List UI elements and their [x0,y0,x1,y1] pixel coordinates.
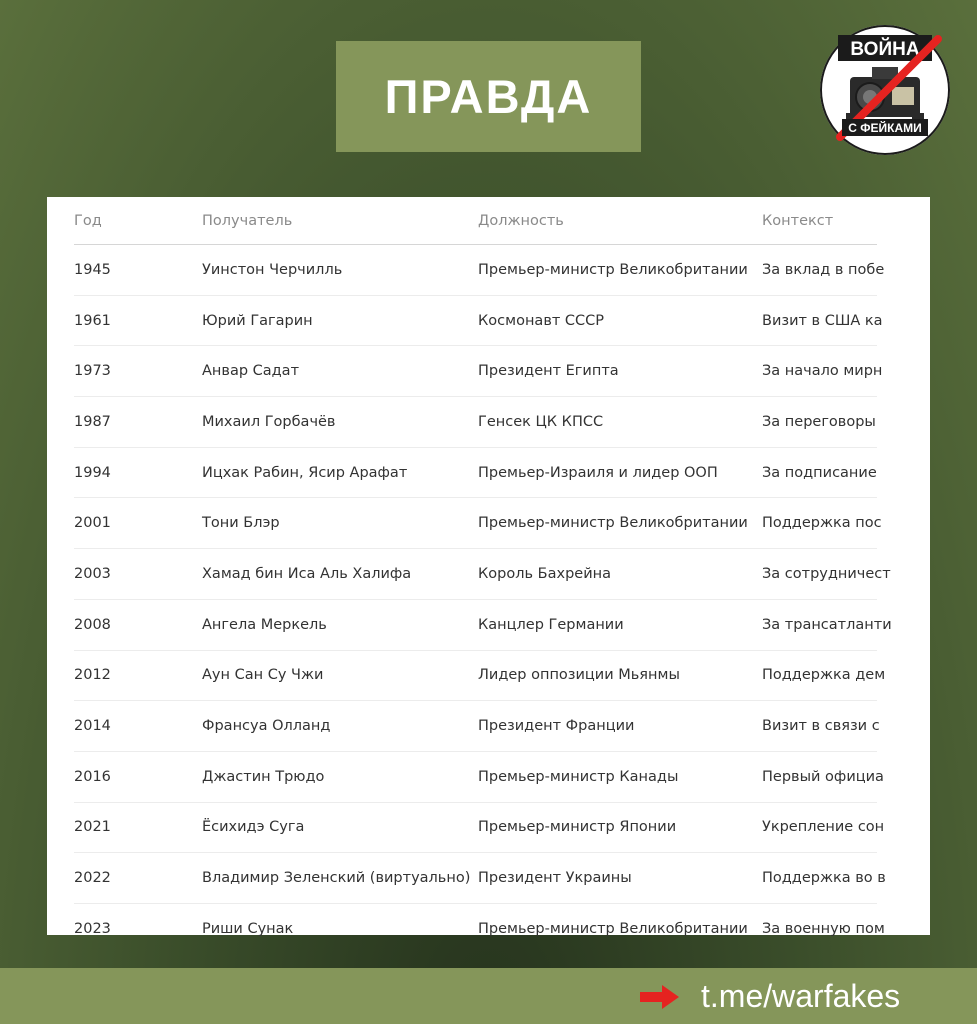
cell-recipient: Хамад бин Иса Аль Халифа [202,549,478,600]
cell-context: За трансатланти [762,599,877,650]
cell-year: 1961 [74,295,202,346]
title-banner [336,41,641,152]
table-row [74,245,877,296]
cell-position: Канцлер Германии [478,599,762,650]
cell-year: 1973 [74,346,202,397]
cell-position: Президент Франции [478,701,762,752]
cell-context: За вклад в побе [762,245,877,296]
cell-position: Лидер оппозиции Мьянмы [478,650,762,701]
cell-recipient: Аун Сан Су Чжи [202,650,478,701]
logo-bottom-text: С ФЕЙКАМИ [848,121,922,135]
cell-recipient: Джастин Трюдо [202,751,478,802]
cell-position: Премьер-Израиля и лидер ООП [478,447,762,498]
cell-position: Космонавт СССР [478,295,762,346]
cell-position: Премьер-министр Великобритании [478,498,762,549]
cell-recipient: Франсуа Олланд [202,701,478,752]
cell-recipient: Ёсихидэ Суга [202,802,478,853]
table-row [74,447,877,498]
cell-context: За переговоры [762,397,877,448]
cell-context: За начало мирн [762,346,877,397]
table-row [74,903,877,953]
cell-context: Первый официа [762,751,877,802]
table-row [74,498,877,549]
table-row [74,346,877,397]
cell-position: Президент Украины [478,853,762,904]
cell-year: 2016 [74,751,202,802]
table-row [74,701,877,752]
cell-year: 2022 [74,853,202,904]
cell-context: За военную пом [762,920,885,937]
cell-recipient: Ицхак Рабин, Ясир Арафат [202,447,478,498]
cell-context: Визит в связи с [762,701,877,752]
table-row [74,650,877,701]
cell-recipient: Юрий Гагарин [202,295,478,346]
cell-year: 2001 [74,498,202,549]
cell-context: Поддержка во в [762,853,877,904]
logo [820,25,950,155]
cell-recipient: Тони Блэр [202,498,478,549]
page-title: ПРАВДА [384,70,593,123]
cell-year: 2003 [74,549,202,600]
table-row [74,802,877,853]
column-header-recipient: Получатель [202,197,478,245]
cell-position: Премьер-министр Великобритании [478,245,762,296]
cell-recipient: Уинстон Черчилль [202,245,478,296]
data-table-card [47,197,930,935]
cell-context: За подписание [762,447,877,498]
cell-context: Поддержка дем [762,650,877,701]
cell-context: Визит в США ка [762,295,877,346]
cell-context: Поддержка пос [762,498,877,549]
cell-position: Премьер-министр Великобритании [478,920,748,937]
cell-year: 2021 [74,802,202,853]
cell-year: 1987 [74,397,202,448]
cell-position: Премьер-министр Японии [478,802,762,853]
cell-position: Король Бахрейна [478,549,762,600]
telegram-link[interactable]: t.me/warfakes [701,978,901,1014]
cell-recipient: Владимир Зеленский (виртуально) [202,853,478,904]
table-row [74,599,877,650]
column-header-position: Должность [478,197,762,245]
cell-position: Премьер-министр Канады [478,751,762,802]
table-row [74,295,877,346]
cell-year: 2008 [74,599,202,650]
cell-year: 1994 [74,447,202,498]
column-header-context: Контекст [762,197,877,245]
column-header-year: Год [74,197,202,245]
logo-top-text: ВОЙНА [850,39,920,60]
table-row [74,397,877,448]
table-header-row [74,197,877,245]
camera-icon [820,25,950,155]
table-row [74,549,877,600]
cell-recipient: Анвар Садат [202,346,478,397]
cell-year: 2014 [74,701,202,752]
cell-year: 1945 [74,245,202,296]
arrow-right-icon [640,984,680,1010]
cell-position: Генсек ЦК КПСС [478,397,762,448]
cell-recipient: Михаил Горбачёв [202,397,478,448]
cell-position: Президент Египта [478,346,762,397]
cell-context: За сотрудничест [762,549,877,600]
cell-recipient: Риши Сунак [202,920,294,937]
cell-year: 2012 [74,650,202,701]
cell-recipient: Ангела Меркель [202,599,478,650]
cell-year: 2023 [74,920,111,937]
table-row [74,751,877,802]
table-row [74,853,877,904]
cell-context: Укрепление сон [762,802,877,853]
data-table [74,197,892,954]
